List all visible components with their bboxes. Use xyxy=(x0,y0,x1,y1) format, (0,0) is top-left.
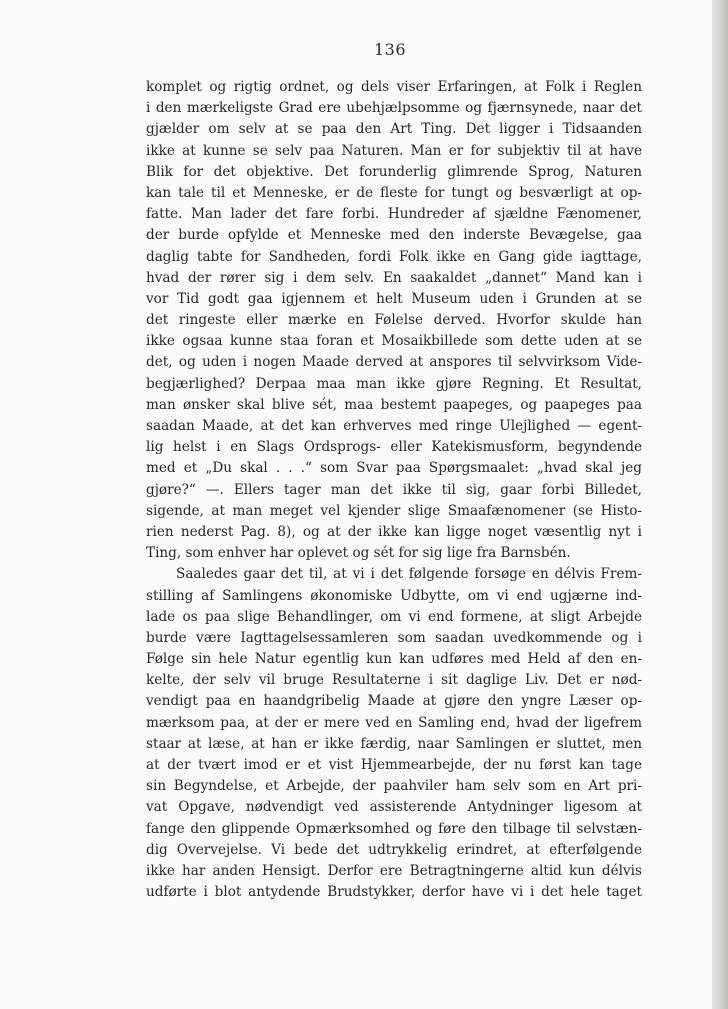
text-line: staar at læse, at han er ikke færdig, naar Samlingen er sluttet, men xyxy=(146,735,642,752)
text-line: vor Tid godt gaa igjennem et helt Museum uden i Grunden at se xyxy=(146,290,642,307)
paragraph xyxy=(146,564,642,903)
text-line: ikke har anden Hensigt. Derfor ere Betragtningerne altid kun délvis xyxy=(146,862,642,879)
text-line: gjælder om selv at se paa den Art Ting. Det ligger i Tidsaanden xyxy=(146,121,642,138)
text-line: dig Overvejelse. Vi bede det udtrykkelig erindret, at efterfølgende xyxy=(146,841,642,858)
text-line: Ting, som enhver har oplevet og sét for sig lige fra Barnsbén. xyxy=(146,545,571,562)
text-line: sin Begyndelse, et Arbejde, der paahviler ham selv som en Art pri- xyxy=(146,778,642,795)
text-line: daglig tabte for Sandheden, fordi Folk ikke en Gang gide iagttage, xyxy=(146,248,642,265)
text-line: kelte, der selv vil bruge Resultaterne i sit daglige Liv. Det er nød- xyxy=(146,672,642,689)
page-edge-shadow xyxy=(712,0,728,1009)
text-line: det, og uden i nogen Maade derved at anspores til selvvirksom Vide- xyxy=(146,354,642,371)
text-line: ikke ogsaa kunne staa foran et Mosaikbillede som dette uden at se xyxy=(146,333,642,350)
text-line: sigende, at man meget vel kjender slige Smaafænomener (se Histo- xyxy=(146,502,642,519)
text-line: mærksom paa, at der er mere ved en Samling end, hvad der ligefrem xyxy=(146,714,642,731)
text-line: vat Opgave, nødvendigt ved assisterende Antydninger ligesom at xyxy=(146,799,642,816)
paragraph xyxy=(146,77,642,564)
text-line: det ringeste eller mærke en Følelse derved. Hvorfor skulde han xyxy=(146,312,642,329)
text-line: lig helst i en Slags Ordsprogs- eller Katekismusform, begyndende xyxy=(146,439,642,456)
text-line: gjøre?“ —. Ellers tager man det ikke til sig, gaar forbi Billedet, xyxy=(146,481,642,498)
text-line: Saaledes gaar det til, at vi i det følgende forsøge en délvis Frem- xyxy=(176,566,642,583)
text-line: fange den glippende Opmærksomhed og føre den tilbage til selvstæn- xyxy=(146,820,642,837)
body-text xyxy=(146,77,642,903)
text-line: kan tale til et Menneske, er de fleste for tungt og besværligt at op- xyxy=(146,184,642,201)
text-line: lade os paa slige Behandlinger, om vi end formene, at sligt Arbejde xyxy=(146,608,642,625)
text-line: der burde opfylde et Menneske med den inderste Bevægelse, gaa xyxy=(146,227,642,244)
text-line: udførte i blot antydende Brudstykker, derfor have vi i det hele taget xyxy=(146,884,642,901)
text-line: i den mærkeligste Grad ere ubehjælpsomme og fjærnsynede, naar det xyxy=(146,100,642,117)
text-line: at der tvært imod er et vist Hjemmearbejde, der nu først kan tage xyxy=(146,757,642,773)
text-line: vendigt paa en haandgribelig Maade at gjøre den yngre Læser op- xyxy=(146,693,642,710)
text-line: Blik for det objektive. Det forunderlig glimrende Sprog, Naturen xyxy=(146,163,642,180)
text-line: burde være Iagttagelsessamleren som saadan uvedkommende og i xyxy=(146,629,642,646)
text-line: man ønsker skal blive sét, maa bestemt paapeges, og paapeges paa xyxy=(146,396,642,413)
text-line: stilling af Samlingens økonomiske Udbytte, om vi end ugjærne ind- xyxy=(146,587,642,604)
text-line: Følge sin hele Natur egentlig kun kan udføres med Held af den en- xyxy=(146,651,642,668)
page-number: 136 xyxy=(373,40,407,59)
text-line: begjærlighed? Derpaa maa man ikke gjøre Regning. Et Resultat, xyxy=(146,375,642,392)
text-line: fatte. Man lader det fare forbi. Hundreder af sjældne Fænomener, xyxy=(146,206,642,223)
text-line: rien nederst Pag. 8), og at der ikke kan ligge noget væsentlig nyt i xyxy=(146,523,642,540)
text-line: ikke at kunne se selv paa Naturen. Man er for subjektiv til at have xyxy=(146,142,642,159)
text-line: komplet og rigtig ordnet, og dels viser Erfaringen, at Folk i Reglen xyxy=(146,79,642,95)
text-line: hvad der rører sig i dem selv. En saakaldet „dannet“ Mand kan i xyxy=(146,269,642,286)
text-line: saadan Maade, at det kan erhverves med ringe Ulejlighed — egent- xyxy=(146,418,642,434)
text-line: med et „Du skal . . .“ som Svar paa Spørgsmaalet: „hvad skal jeg xyxy=(146,460,642,477)
